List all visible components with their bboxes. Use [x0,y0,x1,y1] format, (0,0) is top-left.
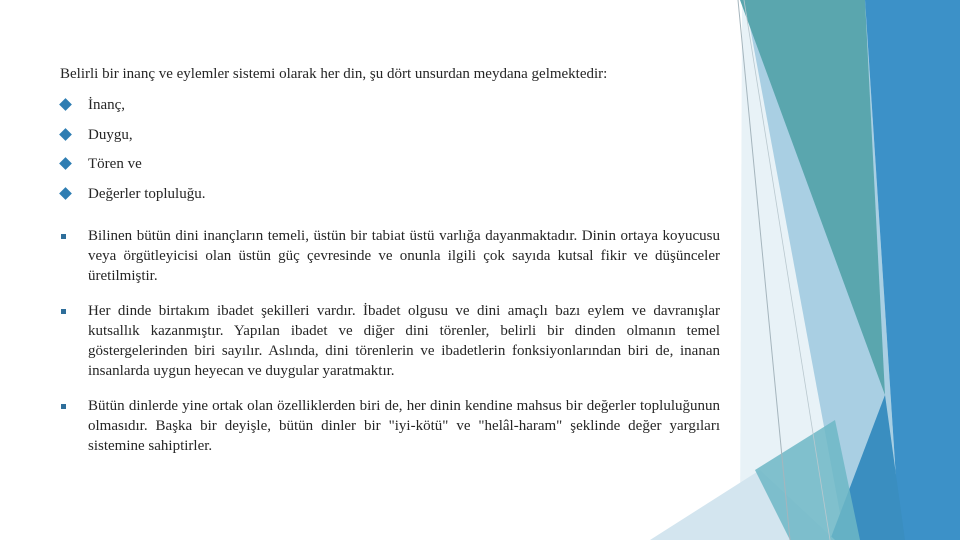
element-list [60,95,720,204]
list-item-text: Değerler topluluğu. [88,185,206,202]
square-bullet-icon [61,234,66,239]
list-item-text: Duygu, [88,126,133,143]
diamond-icon [59,187,72,200]
paragraph-item [60,301,720,381]
list-item [60,184,720,204]
list-item [60,95,720,115]
list-item-text: İnanç, [88,97,126,113]
paragraph-text: Bütün dinlerde yine ortak olan özelliklerden biri de, her dinin kendine mahsus bir değerler topluluğunun olmasıdır. Başka bir deyişle, bütün dinler bir "iyi-kötü" ve "helâl-haram" şeklinde değer yargıları sistemine sahiptirler. [88,397,720,454]
paragraph-item [60,396,720,456]
paragraph-list [60,226,720,456]
paragraph-text: Bilinen bütün dini inançların temeli, üstün bir tabiat üstü varlığa dayanmaktadır. Dinin ortaya koyucusu veya örgütleyicisi olan üstün güç çevresinde ve onunla ilgili çok sayıda kutsal fikir ve düşünceler üretilmiştir. [88,227,720,284]
list-item [60,125,720,145]
paragraph-item [60,226,720,286]
diamond-icon [59,157,72,170]
list-item-text: Tören ve [88,156,142,172]
intro-text: Belirli bir inanç ve eylemler sistemi olarak her din, şu dört unsurdan meydana gelmektedir: [60,66,608,82]
paragraph-text: Her dinde birtakım ibadet şekilleri vardır. İbadet olgusu ve dini amaçlı bazı eylem ve davranışlar kutsallık kazanmıştır. Yapılan ibadet ve diğer dini törenler, belirli bir dinden olmanın temel göstergelerinden biri sayılır. Aslında, dini törenlerin ve ibadetlerin fonksiyonlarından biri de, inanan insanlarda uygun heyecan ve duygular yaratmaktır. [88,302,720,379]
list-item [60,154,720,174]
square-bullet-icon [61,404,66,409]
diamond-icon [59,98,72,111]
slide-content [60,64,720,471]
square-bullet-icon [61,309,66,314]
diamond-icon [59,128,72,141]
